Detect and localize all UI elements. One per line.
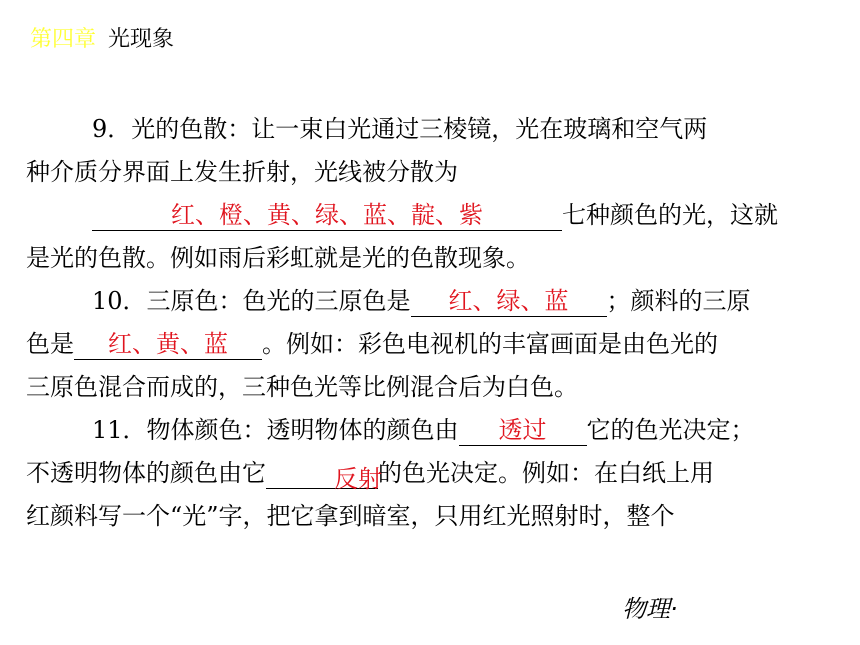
- topic-label: 光现象: [108, 27, 175, 52]
- q10-pigment-blank: [74, 329, 262, 360]
- q11-opaque-blank: [266, 458, 382, 493]
- q10-line-1: [26, 280, 836, 323]
- chapter-label: 第四章: [30, 27, 97, 52]
- slide-body: [26, 108, 836, 538]
- q11-line-1-text: 11．物体颜色：透明物体的颜色由: [92, 416, 459, 444]
- q10-line-2-text: 色是: [26, 330, 74, 358]
- q9-line-1: 9．光的色散：让一束白光通过三棱镜，光在玻璃和空气两: [92, 115, 708, 143]
- q9-line-2: 种介质分界面上发生折射，光线被分散为: [26, 158, 458, 186]
- q11-opaque-answer: 反射: [334, 465, 382, 493]
- q11-line-2: [26, 452, 836, 495]
- q10-line-2-tail: 。例如：彩色电视机的丰富画面是由色光的: [262, 330, 718, 358]
- q10-light-answer: 红、绿、蓝: [448, 287, 569, 315]
- q11-line-1-tail: 它的色光决定；: [586, 416, 755, 444]
- q10-line-2: [26, 323, 836, 366]
- q10-line-3: 三原色混合而成的，三种色光等比例混合后为白色。: [26, 373, 578, 401]
- q11-line-2-tail: 的色光决定。例如：在白纸上用: [378, 459, 714, 487]
- q10-light-blank: [411, 286, 607, 317]
- q11-line-2-text: 不透明物体的颜色由它: [26, 459, 266, 487]
- slide-header: [30, 26, 174, 54]
- q9-answer: 红、橙、黄、绿、蓝、靛、紫: [171, 201, 483, 229]
- q10-line-1-tail: ；颜料的三原: [606, 287, 751, 315]
- q10-line-1-text: 10．三原色：色光的三原色是: [92, 287, 411, 315]
- q9-answer-blank: [92, 200, 562, 231]
- q10-pigment-answer: 红、黄、蓝: [108, 330, 228, 358]
- q9-line-4: 是光的色散。例如雨后彩虹就是光的色散现象。: [26, 244, 530, 272]
- q11-transparent-answer: 透过: [498, 416, 547, 444]
- q11-line-1: [26, 409, 836, 452]
- q11-transparent-blank: [459, 415, 587, 446]
- q9-line-3: [26, 194, 836, 237]
- q11-line-3: 红颜料写一个“光”字，把它拿到暗室，只用红光照射时，整个: [26, 502, 675, 530]
- q9-line-3-text: 七种颜色的光，这就: [562, 201, 778, 229]
- footer-subject: 物理·: [622, 595, 678, 623]
